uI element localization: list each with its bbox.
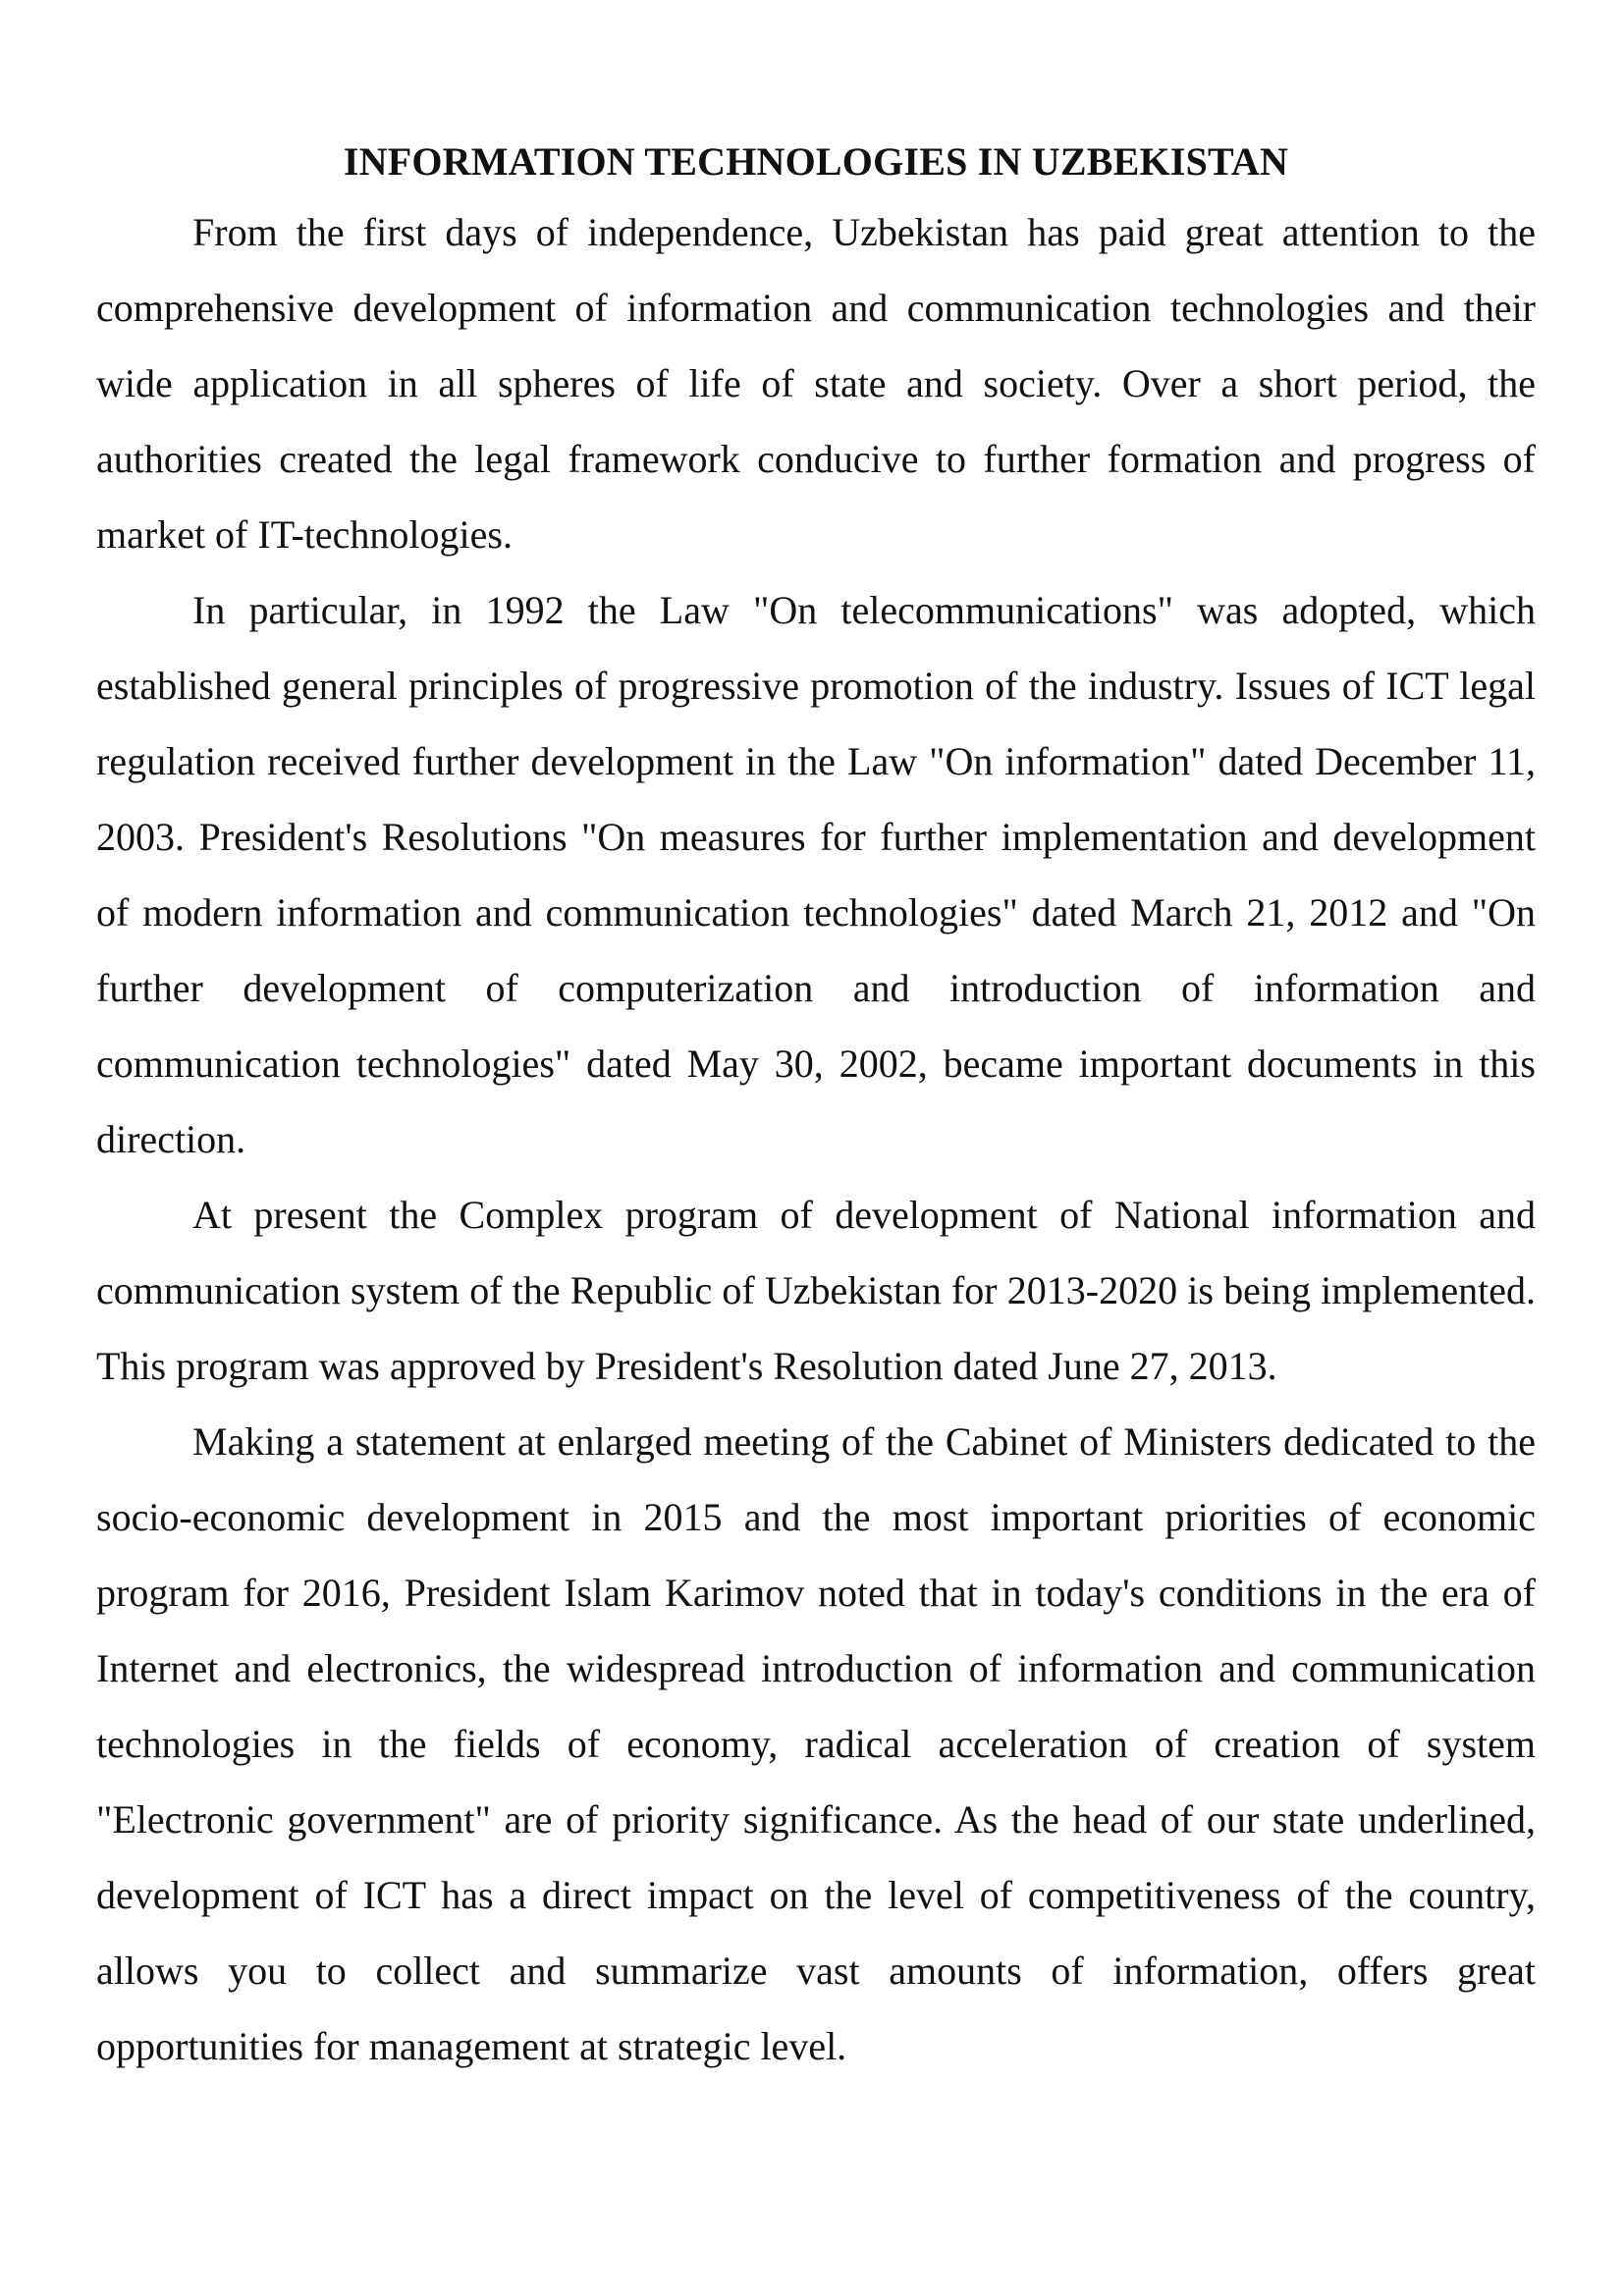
paragraph-cabinet-statement: Making a statement at enlarged meeting of the Cabinet of Ministers dedicated to the socio-economic development in 2015 and the most important priorities of economic program for 2016, President Islam Karimov noted that in today's conditions in the era of Internet and electronics, the widespread introduction of information and communication technologies in the fields of economy, radical acceleration of creation of system "Electronic government" are of priority significance. As the head of our state underlined, development of ICT has a direct impact on the level of competitiveness of the country, allows you to collect and summarize vast amounts of information, offers great opportunities for management at strategic level. bbox=[96, 1419, 1536, 2068]
paragraph-legislation: In particular, in 1992 the Law "On telecommunications" was adopted, which established general principles of progressive promotion of the industry. Issues of ICT legal regulation received further development in the Law "On information" dated December 11, 2003. President's Resolutions "On measures for further implementation and development of modern information and communication technologies" dated March 21, 2012 and "On further development of computerization and introduction of information and communication technologies" dated May 30, 2002, became important documents in this direction. bbox=[96, 588, 1536, 1161]
paragraph-complex-program: At present the Complex program of development of National information and communication system of the Republic of Uzbekistan for 2013-2020 is being implemented. This program was approved by President's Resolution dated June 27, 2013. bbox=[96, 1193, 1536, 1388]
paragraph-independence: From the first days of independence, Uzbekistan has paid great attention to the comprehensive development of information and communication technologies and their wide application in all spheres of life of state and society. Over a short period, the authorities created the legal framework conducive to further formation and progress of market of IT-technologies. bbox=[96, 210, 1536, 557]
document-title: INFORMATION TECHNOLOGIES IN UZBEKISTAN bbox=[343, 139, 1289, 184]
